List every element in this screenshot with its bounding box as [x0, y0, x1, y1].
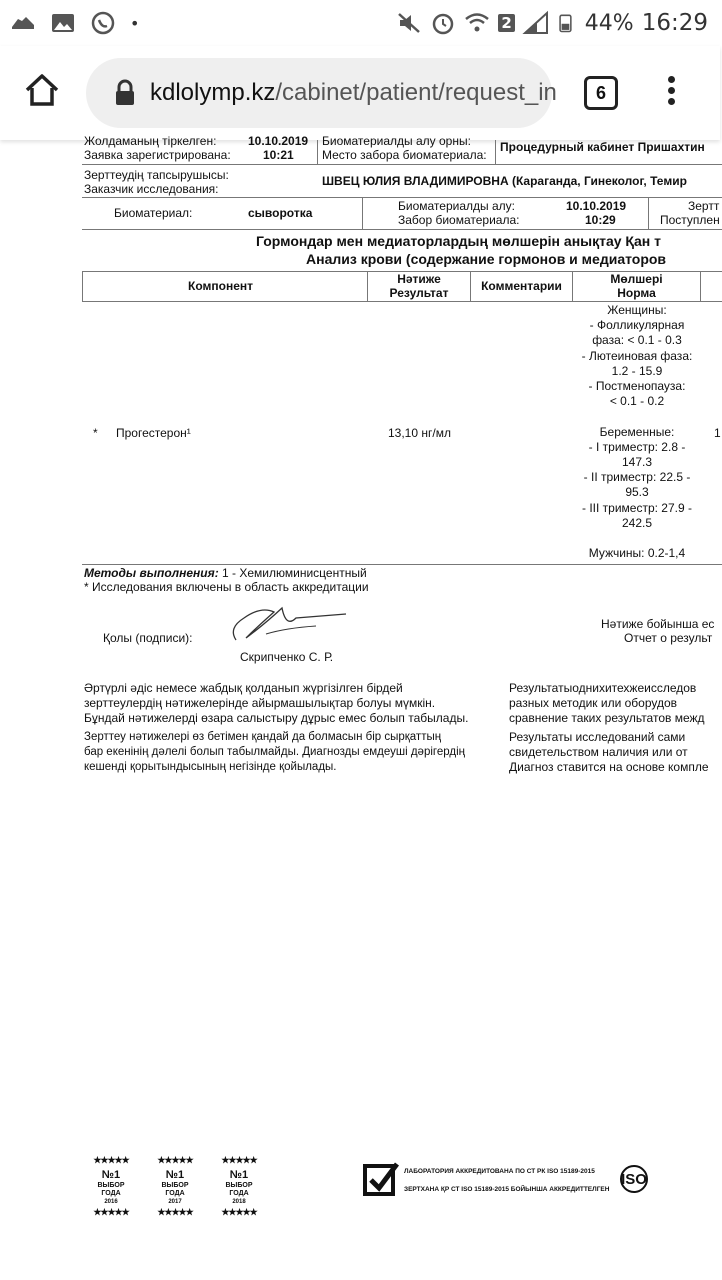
- tab-switcher-button[interactable]: 6: [584, 76, 618, 110]
- norm-line: - III триместр: 27.9 -: [582, 500, 692, 515]
- battery-icon: [557, 11, 577, 35]
- whatsapp-icon: [90, 11, 116, 35]
- norm-line: Мужчины: 0.2-1,4: [588, 546, 686, 561]
- checkmark-logo-icon: [362, 1160, 400, 1198]
- row-right-cut: 1: [714, 426, 721, 440]
- sneaker-icon: [10, 11, 36, 35]
- para2-ru-line: Результаты исследований сами: [509, 730, 686, 744]
- battery-percent: 44%: [584, 10, 634, 36]
- sampling-label-kz: Биоматериалды алу:: [398, 199, 515, 213]
- section-title-kz: Гормондар мен медиаторлардың мөлшерін анықтау Қан т: [256, 233, 661, 249]
- para1-kz-line: Әртүрлі әдіс немесе жабдық қолданып жүргізілген бірдей: [84, 681, 403, 695]
- registered-time: 10:21: [263, 148, 294, 162]
- award-badge: [210, 1156, 268, 1218]
- award-text: ГОДА: [165, 1190, 185, 1197]
- registered-label: Заявка зарегистрирована:: [84, 148, 231, 162]
- norm-line: Беременные:: [599, 424, 675, 439]
- biomaterial-label: Биоматериал:: [114, 206, 193, 220]
- customer-value: ШВЕЦ ЮЛИЯ ВЛАДИМИРОВНА (Караганда, Гинеколог, Темир: [322, 174, 687, 188]
- norm-line: [572, 531, 702, 546]
- disclaimer-1-ru: [509, 681, 705, 726]
- award-text: №1: [229, 1169, 249, 1181]
- methods-label: Методы выполнения:: [84, 566, 219, 580]
- award-badge: [146, 1156, 204, 1218]
- star-ring-icon: ★★★★★: [157, 1155, 193, 1165]
- norm-line: - Фолликулярная: [589, 318, 685, 333]
- norm-line: [572, 409, 702, 424]
- norm-line: - Лютеиновая фаза:: [581, 348, 693, 363]
- iso-text: ISO: [621, 1171, 647, 1188]
- para1-ru-line: сравнение таких результатов межд: [509, 711, 705, 725]
- para2-kz-line: бар екенінің дәлелі болып табылмайды. Диагнозды емдеуші дәрігердің: [84, 746, 465, 758]
- para2-ru-line: свидетельством наличия или от: [509, 745, 688, 759]
- norm-line: 147.3: [621, 455, 653, 470]
- sim-badge: 2: [498, 14, 514, 32]
- para1-kz-line: зерттеулердің нәтижелерінде айырмашылықтар болуы мүмкін.: [84, 696, 436, 710]
- norm-line: - I триместр: 2.8 -: [588, 439, 686, 454]
- star-ring-icon: ★★★★★: [93, 1155, 129, 1165]
- disclaimer-2-kz: [84, 730, 504, 775]
- header-result-ru: Результат: [389, 286, 449, 300]
- star-ring-icon: ★★★★★: [93, 1207, 129, 1217]
- award-text: 2016: [104, 1199, 118, 1205]
- para2-ru-line: Диагноз ставится на основе компле: [509, 760, 709, 774]
- award-text: №1: [165, 1169, 185, 1181]
- header-component: Компонент: [188, 279, 253, 293]
- section-title-ru: Анализ крови (содержание гормонов и медиаторов: [306, 251, 667, 267]
- lab-report-document: [0, 134, 721, 1280]
- para1-kz-line: Бұндай нәтижелерді өзара салыстыру дұрыс емес болып табылады.: [84, 711, 469, 725]
- wifi-icon: [464, 11, 490, 35]
- place-label: Место забора биоматериала:: [322, 148, 487, 162]
- clock: 16:29: [641, 10, 708, 36]
- header-comments: Комментарии: [481, 279, 562, 293]
- award-badges: [82, 1156, 272, 1220]
- para2-kz-line: Зерттеу нәтижелері өз бетімен қандай да болмасын бір сырқаттың: [84, 731, 442, 743]
- award-text: ГОДА: [101, 1190, 121, 1197]
- result-note-kz: Нәтиже бойынша ес: [601, 617, 715, 631]
- signature-image: [226, 598, 350, 648]
- url-text[interactable]: kdlolymp.kz/cabinet/patient/request_in: [150, 79, 557, 106]
- star-ring-icon: ★★★★★: [221, 1207, 257, 1217]
- award-text: №1: [101, 1169, 121, 1181]
- award-text: 2018: [232, 1199, 246, 1205]
- sampling-label-ru: Забор биоматериала:: [398, 213, 520, 227]
- header-norm-ru: Норма: [617, 286, 656, 300]
- mute-icon: [396, 11, 422, 35]
- header-norm-kz: Мөлшері: [610, 272, 663, 286]
- para1-ru-line: Результатыоднихитехжеисследов: [509, 681, 697, 695]
- norm-line: 95.3: [625, 485, 649, 500]
- star-ring-icon: ★★★★★: [221, 1155, 257, 1165]
- customer-label-kz: Зерттеудің тапсырушысы:: [84, 168, 229, 182]
- row-result: 13,10 нг/мл: [388, 426, 451, 440]
- lock-icon: [114, 80, 136, 106]
- accreditation-note: * Исследования включены в область аккредитации: [84, 580, 369, 594]
- row-mark: *: [93, 426, 98, 440]
- accreditation-line-1: ЛАБОРАТОРИЯ АККРЕДИТОВАНА ПО СТ РК ISO 15189-2015: [404, 1168, 595, 1175]
- dot-icon: •: [130, 13, 140, 33]
- norm-line: - II триместр: 22.5 -: [583, 470, 691, 485]
- cutoff-label-2: Биоматериалды алу орны:: [322, 134, 471, 148]
- sampling-date: 10.10.2019: [566, 199, 627, 213]
- iso-logo-icon: [612, 1164, 656, 1194]
- sampling-time: 10:29: [585, 213, 616, 227]
- row-component: Прогестерон¹: [116, 426, 191, 440]
- signal-icon: [523, 11, 549, 35]
- norm-line: - Постменопауза:: [588, 379, 686, 394]
- place-value: Процедурный кабинет Пришахтин: [500, 140, 705, 154]
- para2-kz-line: кешенді қорытындысының негізінде қойылады.: [84, 761, 337, 773]
- row-norm: [572, 303, 702, 561]
- received-label-ru: Поступлен: [660, 213, 720, 227]
- image-icon: [50, 11, 76, 35]
- award-text: ГОДА: [229, 1190, 249, 1197]
- cutoff-date: 10.10.2019: [248, 134, 309, 148]
- result-note-ru: Отчет о результ: [624, 631, 713, 645]
- disclaimer-1-kz: [84, 681, 504, 726]
- header-result-kz: Нәтиже: [397, 272, 441, 286]
- status-bar: [0, 0, 720, 46]
- award-badge: [82, 1156, 140, 1218]
- star-ring-icon: ★★★★★: [157, 1207, 193, 1217]
- norm-line: Женщины:: [607, 303, 667, 317]
- norm-line: 242.5: [621, 515, 653, 530]
- award-text: ВЫБОР: [225, 1182, 253, 1189]
- home-icon[interactable]: [22, 70, 62, 110]
- award-text: ВЫБОР: [161, 1182, 189, 1189]
- methods: [84, 566, 367, 580]
- accreditation-line-2: ЗЕРТХАНА ҚР СТ ISO 15189-2015 БОЙЫНША АККРЕДИТТЕЛГЕН: [404, 1186, 610, 1193]
- browser-toolbar: [0, 46, 720, 140]
- norm-line: < 0.1 - 0.2: [609, 394, 665, 409]
- award-text: 2017: [168, 1199, 182, 1205]
- methods-value: 1 - Хемилюминисцентный: [218, 566, 367, 580]
- disclaimer-2-ru: [509, 730, 709, 775]
- cutoff-label: Жолдаманың тіркелген:: [84, 134, 217, 148]
- received-label-kz: Зертт: [688, 199, 720, 213]
- para1-ru-line: разных методик или оборудов: [509, 696, 678, 710]
- biomaterial-value: сыворотка: [248, 206, 313, 220]
- signature-label: Қолы (подписи):: [103, 631, 193, 645]
- alarm-icon: [430, 11, 456, 35]
- award-text: ВЫБОР: [97, 1182, 125, 1189]
- more-menu-icon[interactable]: [668, 72, 676, 109]
- norm-line: 1.2 - 15.9: [611, 363, 663, 378]
- address-bar[interactable]: [86, 58, 557, 128]
- customer-label-ru: Заказчик исследования:: [84, 182, 219, 196]
- norm-line: фаза: < 0.1 - 0.3: [592, 333, 682, 348]
- signer-name: Скрипченко С. Р.: [240, 650, 334, 664]
